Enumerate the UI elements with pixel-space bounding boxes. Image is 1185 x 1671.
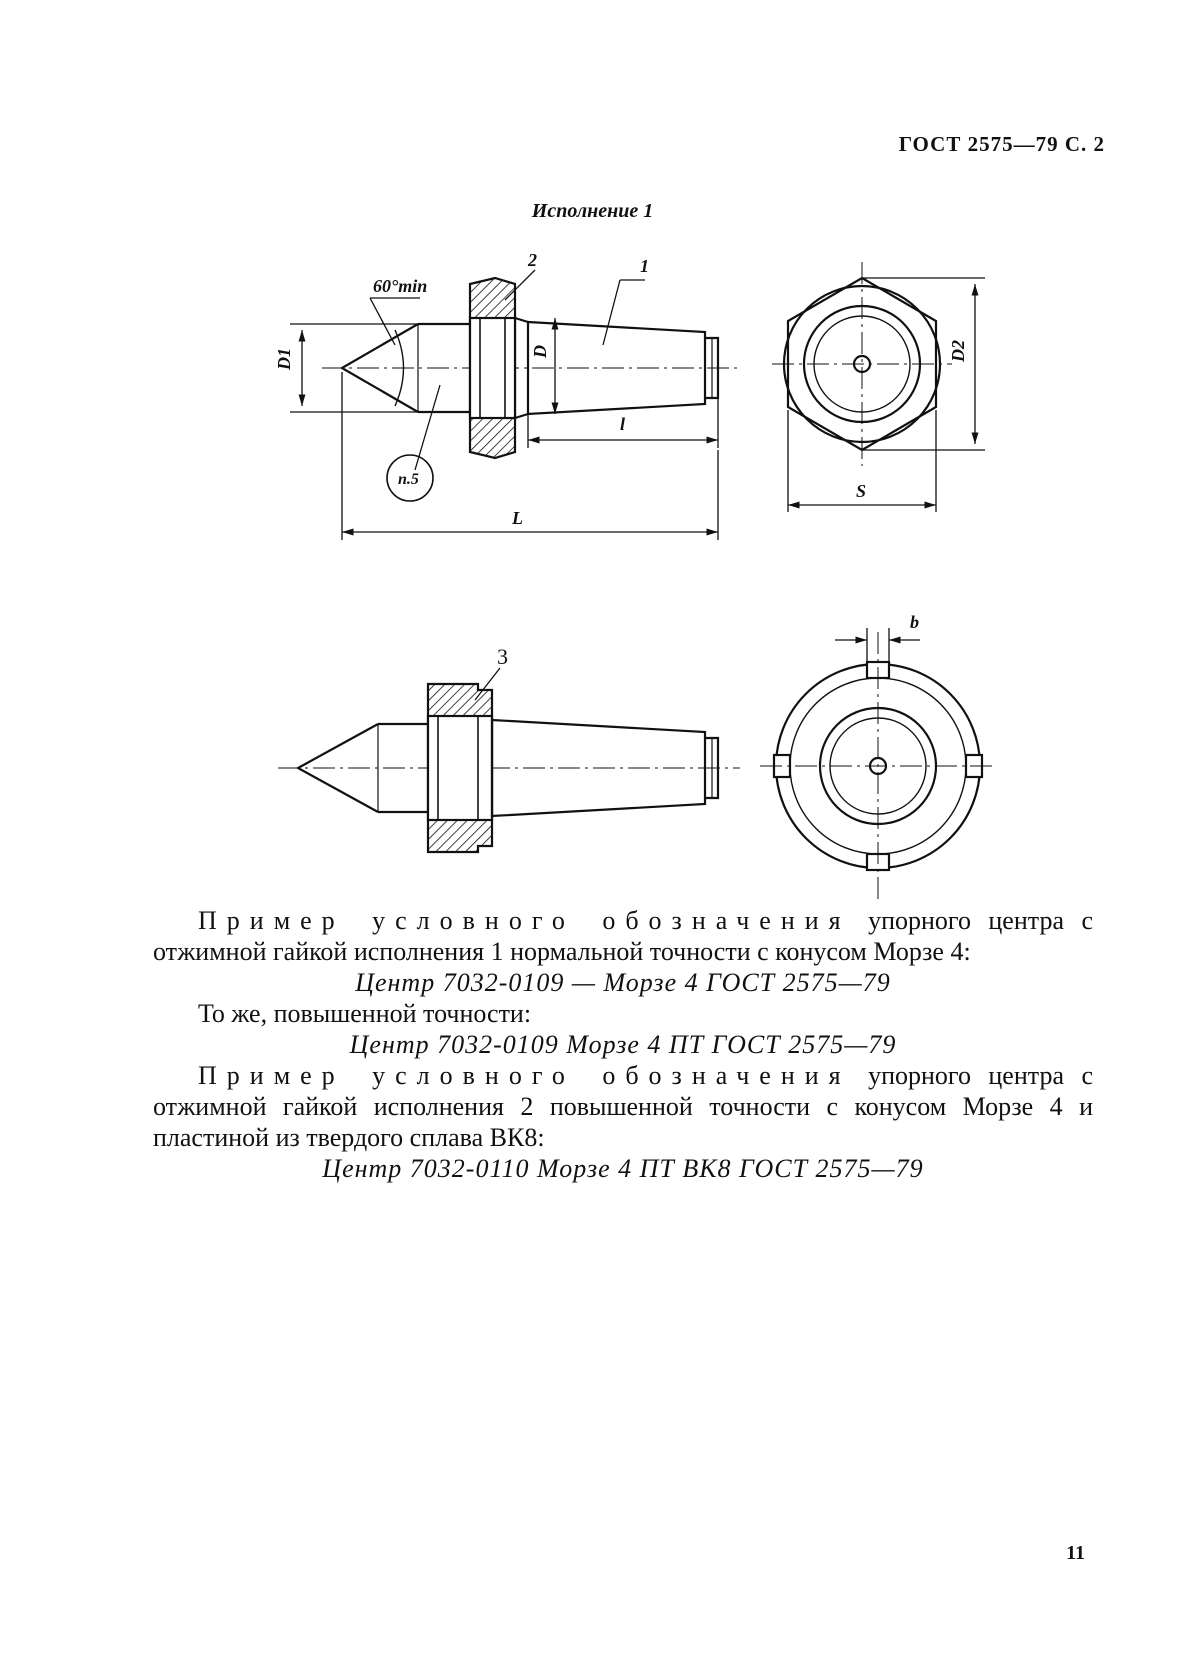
l-big-label: L xyxy=(512,508,523,528)
part2-label: 2 xyxy=(528,250,537,270)
end-view-slotted xyxy=(760,632,996,900)
paragraph-3-spaced: Пример условного обозначения xyxy=(198,1061,851,1090)
part3-label: 3 xyxy=(497,644,508,669)
l-small-label: l xyxy=(620,414,626,434)
dimensions-end-view xyxy=(788,278,985,512)
side-view-variant-1 xyxy=(322,278,740,458)
paragraph-3-rest: упорного центра с отжимной гайкой исполнения 2 повышенной точности с конусом Морзе 4 и пластиной из твердого сплава ВК8: xyxy=(153,1061,1093,1152)
note-label: п.5 xyxy=(398,471,419,488)
paragraph-3 xyxy=(153,1060,1093,1153)
end-view-hex xyxy=(772,262,952,466)
paragraph-1-rest: упорного центра с отжимной гайкой исполнения 1 нормальной точности с конусом Морзе 4: xyxy=(153,906,1093,966)
paragraph-1 xyxy=(153,905,1093,967)
designation-examples xyxy=(153,905,1093,1184)
paragraph-1-spaced: Пример условного обозначения xyxy=(198,906,851,935)
b-label: b xyxy=(910,612,919,632)
d1-label: D1 xyxy=(274,348,294,370)
s-label: S xyxy=(856,481,867,501)
d2-label: D2 xyxy=(948,340,968,362)
example-1: Центр 7032-0109 — Морзе 4 ГОСТ 2575—79 xyxy=(355,968,891,997)
part1-label: 1 xyxy=(640,256,649,276)
page-number: 11 xyxy=(1066,1542,1085,1564)
d-label: D xyxy=(530,345,550,358)
paragraph-2: То же, повышенной точности: xyxy=(198,999,532,1028)
side-view-variant-2 xyxy=(278,668,740,852)
example-3: Центр 7032-0110 Морзе 4 ПТ ВК8 ГОСТ 2575—79 xyxy=(322,1154,924,1183)
variant-title: Исполнение 1 xyxy=(531,200,654,222)
angle-label: 60°min xyxy=(373,276,428,296)
example-2: Центр 7032-0109 Морзе 4 ПТ ГОСТ 2575—79 xyxy=(349,1030,897,1059)
standard-header: ГОСТ 2575—79 С. 2 xyxy=(898,132,1105,156)
